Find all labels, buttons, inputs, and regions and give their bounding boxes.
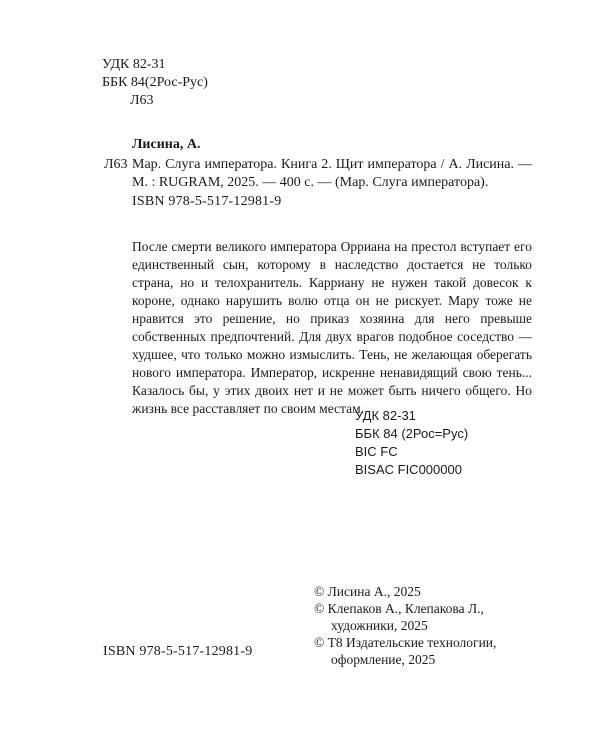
copyright-artists-role: художники, 2025 [331, 618, 428, 633]
book-annotation: После смерти великого императора Орриана на престол вступает его единственный сын, которому в наследство достается не только страна, но и телохранитель. Карриану не нужен такой довесок к короне, однако нарушить волю отца он не рискует. Мару тоже не нравится это решение, но приказ хозяина для него превыше собственных предпочтений. Для двух врагов подобное соседство — худшее, что только можно измыслить. Тень, не желающая оберегать нового императора. Император, искренне ненавидящий свою тень... Казалось бы, у этих двоих нет и не может быть ничего общего. Но жизнь все расставляет по своим местам. [132, 239, 532, 416]
isbn-main: ISBN 978-5-517-12981-9 [132, 194, 282, 209]
bic-code: BIC FC [355, 444, 398, 459]
bbk-code: ББК 84(2Рос-Рус) [102, 75, 208, 90]
bibliographic-code: Л63 [104, 157, 128, 172]
copyright-artists: © Клепаков А., Клепакова Л., [314, 601, 484, 616]
author-name: Лисина, А. [132, 137, 201, 152]
udk-code-2: УДК 82-31 [355, 408, 416, 423]
isbn-bottom: ISBN 978-5-517-12981-9 [103, 644, 253, 659]
bibliographic-description: Мар. Слуга императора. Книга 2. Щит императора / А. Лисина. — М. : RUGRAM, 2025. — 400 с. — (Мар. Слуга императора). [132, 157, 532, 190]
udk-code: УДК 82-31 [102, 57, 166, 72]
copyright-publisher-role: оформление, 2025 [331, 652, 436, 667]
copyright-publisher: © Т8 Издательские технологии, [314, 635, 497, 650]
top-classification-block [102, 56, 208, 110]
bisac-code: BISAC FIC000000 [355, 462, 462, 477]
copyright-block [314, 583, 496, 668]
bbk-code-2: ББК 84 (2Рос=Рус) [355, 426, 469, 441]
author-sign-code: Л63 [130, 93, 154, 108]
classification-codes-block [355, 407, 468, 479]
copyright-author: © Лисина А., 2025 [314, 584, 421, 599]
